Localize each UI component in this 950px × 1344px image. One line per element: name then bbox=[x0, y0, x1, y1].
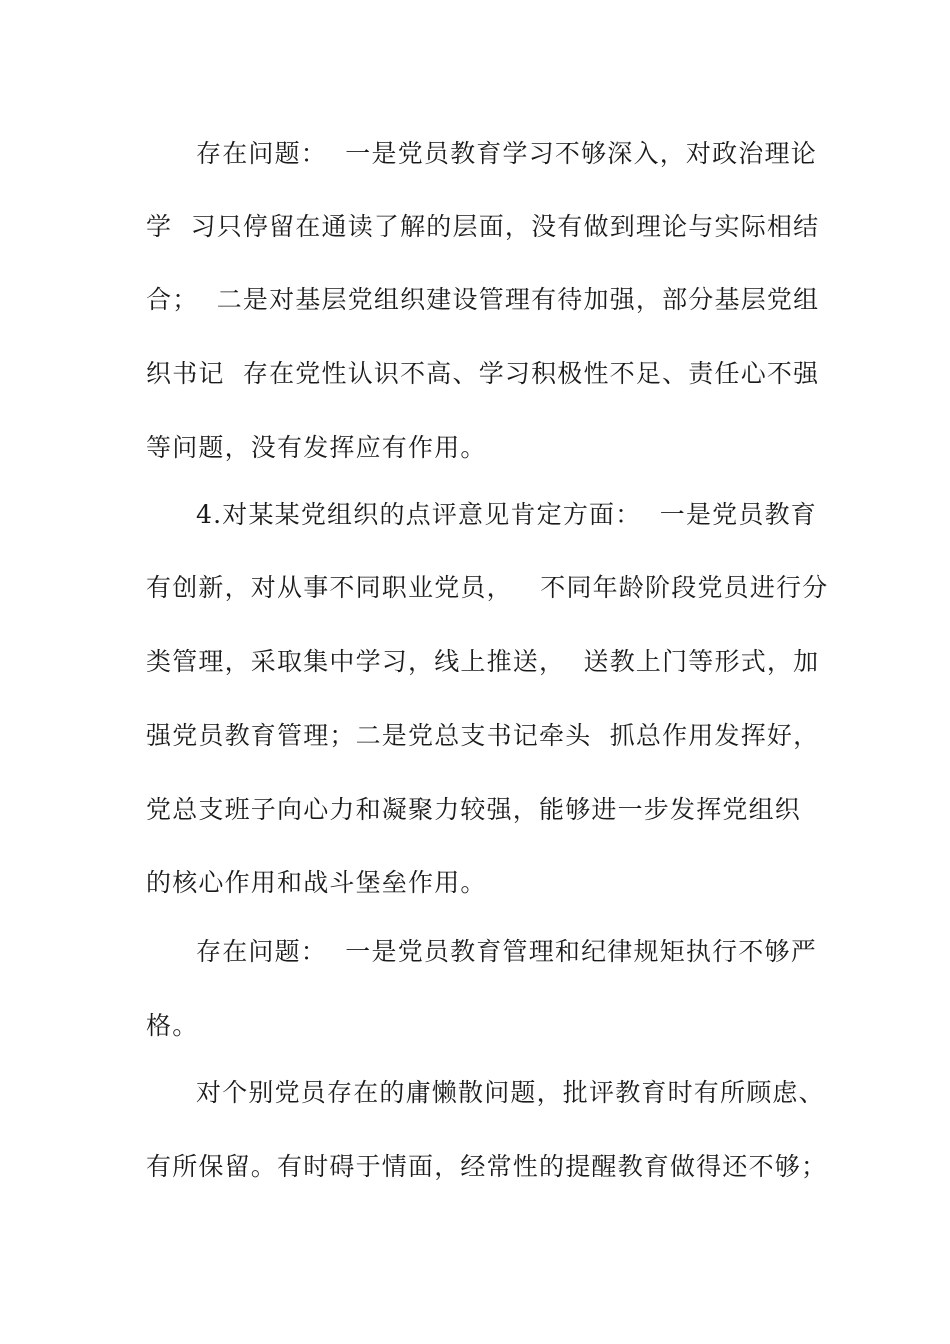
paragraph-line: 织书记 存在党性认识不高、学习积极性不足、责任心不强 bbox=[146, 359, 820, 388]
paragraph-line: 有创新，对从事不同职业党员， 不同年龄阶段党员进行分 bbox=[146, 573, 829, 602]
paragraph-line: 党总支班子向心力和凝聚力较强，能够进一步发挥党组织 bbox=[146, 795, 802, 824]
paragraph-line: 等问题，没有发挥应有作用。 bbox=[146, 433, 487, 462]
paragraph-line: 对个别党员存在的庸懒散问题，批评教育时有所顾虑、 bbox=[196, 1078, 825, 1107]
paragraph-line: 类管理，采取集中学习，线上推送， 送教上门等形式，加 bbox=[146, 647, 820, 676]
paragraph-line: 4.对某某党组织的点评意见肯定方面： 一是党员教育 bbox=[196, 500, 817, 529]
paragraph-line: 学 习只停留在通读了解的层面，没有做到理论与实际相结 bbox=[146, 212, 820, 241]
paragraph-line: 强党员教育管理；二是党总支书记牵头 抓总作用发挥好， bbox=[146, 721, 820, 750]
paragraph-line: 的核心作用和战斗堡垒作用。 bbox=[146, 868, 487, 897]
paragraph-line: 存在问题： 一是党员教育管理和纪律规矩执行不够严 bbox=[196, 937, 817, 966]
paragraph-line: 有所保留。有时碍于情面，经常性的提醒教育做得还不够； bbox=[146, 1152, 828, 1181]
paragraph-line: 格。 bbox=[146, 1011, 199, 1040]
paragraph-line: 存在问题： 一是党员教育学习不够深入，对政治理论 bbox=[196, 139, 817, 168]
paragraph-line: 合； 二是对基层党组织建设管理有待加强，部分基层党组 bbox=[146, 285, 820, 314]
